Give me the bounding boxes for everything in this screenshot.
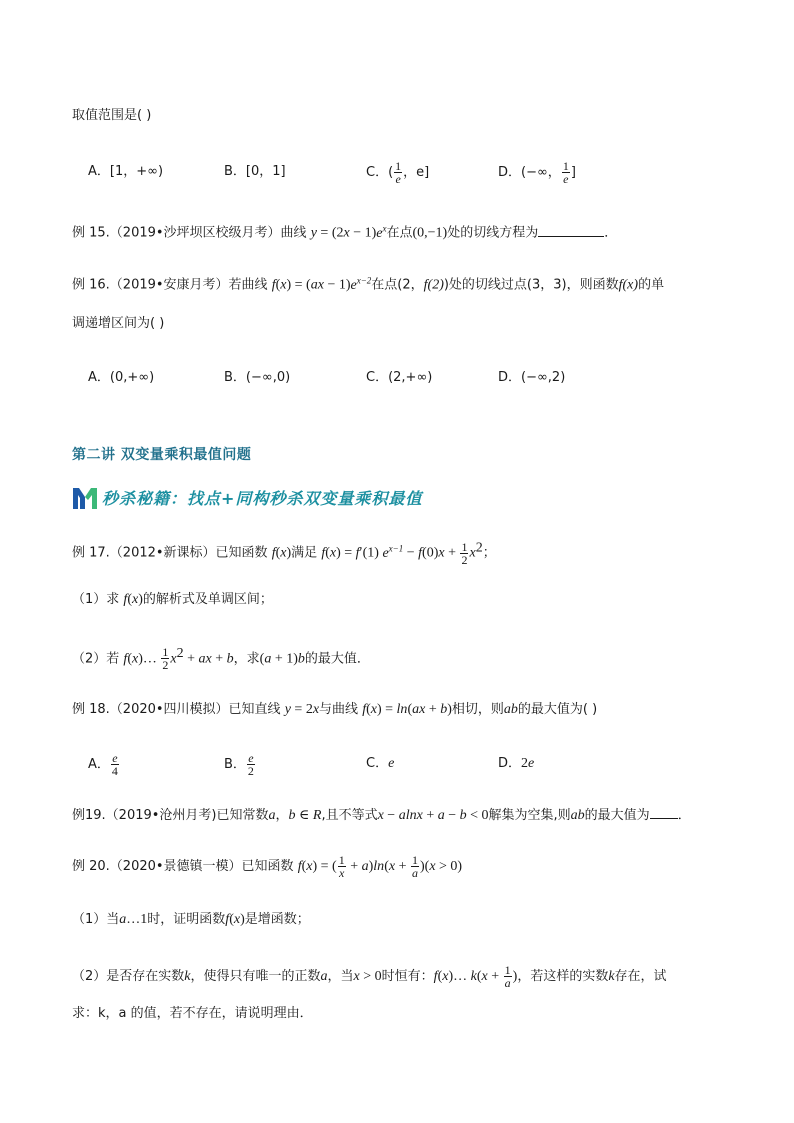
q18-options bbox=[88, 752, 708, 782]
q17-part2: （2）若 f(x)… $\frac{1}{2}$ $x^2$ + ax + b，求(a + 1)b的最大值． bbox=[72, 645, 370, 673]
q14-option-b: B．[0，1] bbox=[224, 164, 286, 179]
q19-answer-blank[interactable] bbox=[650, 806, 678, 819]
q18-option-b: B． $\frac{e}{2}$ bbox=[224, 751, 254, 778]
q16-option-d: D．(−∞,2) bbox=[498, 370, 566, 385]
q14-option-d: D．(−∞， $\frac{1}{e}$ ] bbox=[498, 159, 576, 186]
q14-tail: 取值范围是( ) bbox=[72, 108, 152, 123]
q14-option-c: C．( $\frac{1}{e}$ ，e] bbox=[366, 159, 430, 186]
q18-option-c: C．e bbox=[366, 756, 395, 771]
q20-part1: （1）当a…1时，证明函数f(x)是增函数； bbox=[72, 912, 310, 927]
tip-banner bbox=[72, 484, 492, 512]
q17-line1: 例 17.（2012•新课标）已知函数 f(x)满足 f(x) = f′(1) $e^{x-1} - f(0)x$ + $\frac{1}{2}$ $x^2$； bbox=[72, 539, 496, 567]
q16-line1: 例 16.（2019•安康月考）若曲线 $f(x) = (ax - 1)e^{x-2}$在点(2，f(2))处的切线过点(3，3)，则函数f(x)的单 bbox=[72, 275, 665, 293]
q17-part1: （1）求 f(x)的解析式及单调区间； bbox=[72, 592, 273, 607]
q15-answer-blank[interactable] bbox=[538, 224, 604, 237]
logo-icon bbox=[72, 486, 98, 510]
q14-option-a: A．[1，+∞) bbox=[88, 164, 164, 179]
q15: 例 15.（2019•沙坪坝区校级月考）曲线 $y = (2x - 1)e^x$在点(0,−1)处的切线方程为 ． bbox=[72, 223, 618, 241]
q16-line2: 调递增区间为( ) bbox=[72, 316, 165, 331]
section-title: 第二讲 双变量乘积最值问题 bbox=[72, 447, 252, 463]
q16-option-c: C．(2,+∞) bbox=[366, 370, 433, 385]
q18-option-d: D．2e bbox=[498, 756, 535, 771]
q20-line1: 例 20.（2020•景德镇一模）已知函数 f(x) = ( $\frac{1}{x}$ + a)ln(x + $\frac{1}{a}$ )(x > 0) bbox=[72, 853, 463, 880]
q18-option-a: A． $\frac{e}{4}$ bbox=[88, 751, 118, 778]
q20-part2: （2）是否存在实数k，使得只有唯一的正数a，当x > 0时恒有：f(x)… k(x + $\frac{1}{a}$ )，若这样的实数k存在，试 bbox=[72, 963, 667, 990]
q14-options bbox=[88, 160, 708, 184]
q16-option-b: B．(−∞,0) bbox=[224, 370, 291, 385]
q16-option-a: A．(0,+∞) bbox=[88, 370, 155, 385]
q16-options bbox=[88, 366, 708, 390]
q20-line3: 求：k，a 的值，若不存在，请说明理由． bbox=[72, 1006, 313, 1021]
q19: 例19.（2019•沧州月考)已知常数a，b ∈ R,且不等式x − alnx + a − b < 0解集为空集,则ab的最大值为 ． bbox=[72, 808, 691, 823]
banner-text: 秒杀秘籍：找点+同构秒杀双变量乘积最值 bbox=[102, 489, 423, 508]
q18: 例 18.（2020•四川模拟）已知直线 y = 2x与曲线 f(x) = ln(ax + b)相切，则ab的最大值为( ) bbox=[72, 702, 598, 717]
